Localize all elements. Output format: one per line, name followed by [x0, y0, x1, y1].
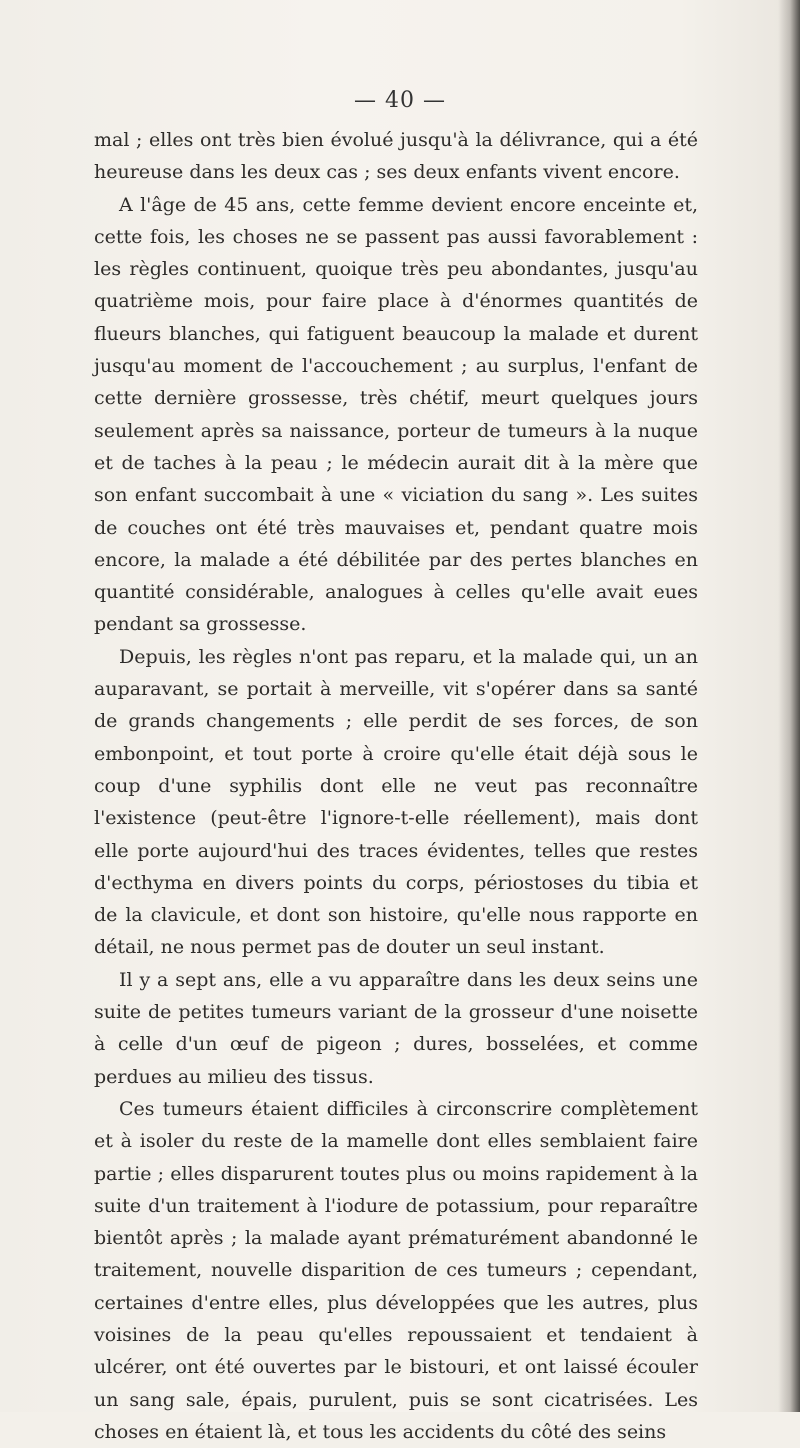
paragraph-1: mal ; elles ont très bien évolué jusqu'à la délivrance, qui a été heureuse dans les deux cas ; ses deux enfants vivent encore. [94, 129, 698, 184]
body-text [94, 124, 698, 1448]
paragraph-5: Ces tumeurs étaient difficiles à circonscrire complètement et à isoler du reste de la mamelle dont elles semblaient faire partie ; elles disparurent toutes plus ou moins rapidement à la suite d'un traitement à l'iodure de potassium, pour reparaître bientôt après ; la malade ayant prématurément abandonné le traitement, nouvelle disparition de ces tumeurs ; cependant, certaines d'entre elles, plus développées que les autres, plus voisines de la peau qu'elles repoussaient et tendaient à ulcérer, ont été ouvertes par le bistouri, et ont laissé écouler un sang sale, épais, purulent, puis se sont cicatrisées. Les choses en étaient là, et tous les accidents du côté des seins [94, 1097, 698, 1443]
paragraph-3: Depuis, les règles n'ont pas reparu, et la malade qui, un an auparavant, se portait à merveille, vit s'opérer dans sa santé de grands changements ; elle perdit de ses forces, de son embonpoint, et tout porte à croire qu'elle était déjà sous le coup d'une syphilis dont elle ne veut pas reconnaître l'existence (peut-être l'ignore-t-elle réellement), mais dont elle porte aujourd'hui des traces évidentes, telles que restes d'ecthyma en divers points du corps, périostoses du tibia et de la clavicule, et dont son histoire, qu'elle nous rapporte en détail, ne nous permet pas de douter un seul instant. [94, 645, 698, 959]
page-number: — 40 — [354, 88, 446, 113]
paragraph-4: Il y a sept ans, elle a vu apparaître dans les deux seins une suite de petites tumeurs variant de la grosseur d'une noisette à celle d'un œuf de pigeon ; dures, bosselées, et comme perdues au milieu des tissus. [94, 968, 698, 1088]
paragraph-2: A l'âge de 45 ans, cette femme devient encore enceinte et, cette fois, les choses ne se passent pas aussi favorablement : les règles continuent, quoique très peu abondantes, jusqu'au quatrième mois, pour faire place à d'énormes quantités de flueurs blanches, qui fatiguent beaucoup la malade et durent jusqu'au moment de l'accouchement ; au surplus, l'enfant de cette dernière grossesse, très chétif, meurt quelques jours seulement après sa naissance, porteur de tumeurs à la nuque et de taches à la peau ; le médecin aurait dit à la mère que son enfant succombait à une « viciation du sang ». Les suites de couches ont été très mauvaises et, pendant quatre mois encore, la malade a été débilitée par des pertes blanches en quantité considérable, analogues à celles qu'elle avait eues pendant sa grossesse. [94, 193, 698, 636]
page-edge-shadow [778, 0, 800, 1412]
